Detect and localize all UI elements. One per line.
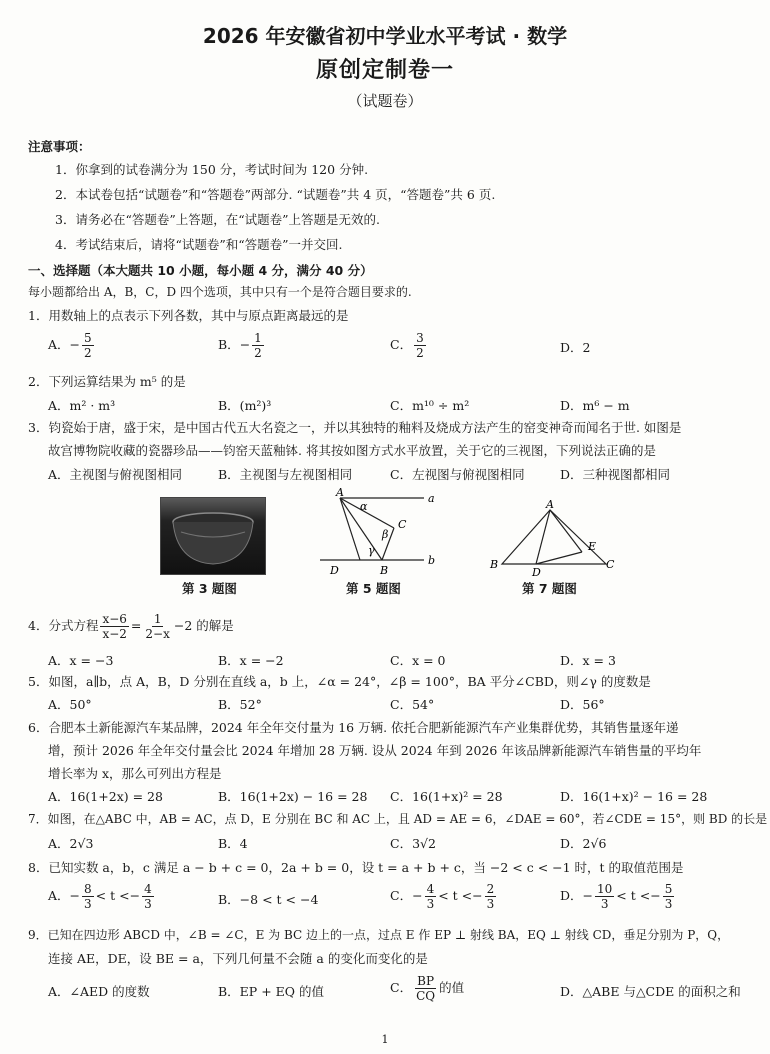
q6-option-d: D．16(1+x)² − 16 = 28 <box>560 789 708 804</box>
q7-option-c: C．3√2 <box>390 836 436 851</box>
q9-stem-line1: 9．已知在四边形 ABCD 中，∠B = ∠C，E 为 BC 边上的一点，过点 E 作 EP ⊥ 射线 BA，EQ ⊥ 射线 CD，垂足分别为 P，Q， <box>28 928 730 942</box>
q6-stem-line3: 增长率为 x，那么可列出方程是 <box>48 766 222 781</box>
notice-item-2: 2．本试卷包括“试题卷”和“答题卷”两部分. “试题卷”共 4 页，“答题卷”共 6 页. <box>55 187 496 202</box>
fig5-label-B: B <box>380 564 389 577</box>
section-heading: 一、选择题（本大题共 10 小题，每小题 4 分，满分 40 分） <box>28 263 373 278</box>
q3-stem-line2: 故宫博物院收藏的瓷器珍品——钧窑天蓝釉钵. 将其按如图方式水平放置，关于它的三视图，下列说法正确的是 <box>48 443 656 458</box>
exam-subtitle: 原创定制卷一 <box>315 58 454 83</box>
q6-option-a: A．16(1+2x) = 28 <box>48 789 163 804</box>
fig7-diagram <box>488 498 618 578</box>
q3-option-b: B．主视图与左视图相同 <box>218 467 353 482</box>
exam-title: 2026 年安徽省初中学业水平考试 · 数学 <box>202 24 568 48</box>
q8-option-b: B．−8 < t < −4 <box>218 892 319 907</box>
fig7-label-A: A <box>546 498 554 511</box>
q3-option-d: D．三种视图都相同 <box>560 467 671 482</box>
q9-option-d: D．△ABE 与△CDE 的面积之和 <box>560 984 741 999</box>
q3-stem-line1: 3．钧瓷始于唐，盛于宋，是中国古代五大名瓷之一，并以其独特的釉料及烧成方法产生的窑变神奇而闻名于世. 如图是 <box>28 420 682 435</box>
fig5-label-beta: β <box>382 528 389 541</box>
q8-option-a: A．− $\frac{8}{3}$ < t <− $\frac{4}{3}$ <box>48 882 152 911</box>
q4-option-d: D．x = 3 <box>560 653 616 668</box>
notice-heading: 注意事项： <box>28 139 91 154</box>
fig5-label-a: a <box>428 492 435 505</box>
q6-option-b: B．16(1+2x) − 16 = 28 <box>218 789 368 804</box>
fig5-diagram <box>320 484 450 580</box>
q2-option-b: B．(m²)³ <box>218 398 272 413</box>
fig5-label-C: C <box>398 518 407 531</box>
q5-stem: 5．如图，a∥b，点 A，B，D 分别在直线 a，b 上，∠α = 24°，∠β = 100°，BA 平分∠CBD，则∠γ 的度数是 <box>28 674 651 689</box>
q5-option-d: D．56° <box>560 697 605 712</box>
fig7-caption: 第 7 题图 <box>522 581 577 596</box>
bowl-image <box>161 498 265 574</box>
notice-item-1: 1．你拿到的试卷满分为 150 分，考试时间为 120 分钟. <box>55 162 369 177</box>
fig7-label-B: B <box>490 558 499 571</box>
q5-option-c: C．54° <box>390 697 435 712</box>
q2-option-c: C．m¹⁰ ÷ m² <box>390 398 470 413</box>
q6-stem-line2: 增，预计 2026 年全年交付量会比 2024 年增加 28 万辆. 设从 2024 年到 2026 年该品牌新能源汽车销售量的平均年 <box>48 743 702 758</box>
fig5-label-alpha: α <box>360 500 368 513</box>
notice-item-3: 3．请务必在“答题卷”上答题，在“试题卷”上答题是无效的. <box>55 212 380 227</box>
q9-stem-line2: 连接 AE，DE，设 BE = a，下列几何量不会随 a 的变化而变化的是 <box>48 951 428 966</box>
q8-option-d: D．− $\frac{10}{3}$ < t <− $\frac{5}{3}$ <box>560 882 673 911</box>
q2-stem: 2．下列运算结果为 m⁵ 的是 <box>28 374 186 389</box>
fig5-caption: 第 5 题图 <box>346 581 401 596</box>
q1-option-a: A．− $\frac{5}{2}$ <box>48 331 92 360</box>
q5-option-b: B．52° <box>218 697 262 712</box>
q8-option-c: C．− $\frac{4}{3}$ < t <− $\frac{2}{3}$ <box>390 882 495 911</box>
q2-option-d: D．m⁶ − m <box>560 398 630 413</box>
section-intro: 每小题都给出 A，B，C，D 四个选项，其中只有一个是符合题目要求的. <box>28 285 412 299</box>
fig5-label-D: D <box>330 564 339 577</box>
fig7-label-C: C <box>606 558 615 571</box>
fig5-label-b: b <box>428 554 436 567</box>
q7-option-d: D．2√6 <box>560 836 607 851</box>
volume-label: （试题卷） <box>347 92 423 110</box>
q6-option-c: C．16(1+x)² = 28 <box>390 789 503 804</box>
notice-item-4: 4．考试结束后，请将“试题卷”和“答题卷”一并交回. <box>55 237 343 252</box>
q4-stem: 4．分式方程 $\frac{x-6}{x-2}$ = $\frac{1}{2-x}$ −2 的解是 <box>28 612 234 641</box>
q1-stem: 1．用数轴上的点表示下列各数，其中与原点距离最远的是 <box>28 308 349 323</box>
q4-option-c: C．x = 0 <box>390 653 446 668</box>
q8-stem: 8．已知实数 a，b，c 满足 a − b + c = 0，2a + b = 0，设 t = a + b + c，当 −2 < c < −1 时，t 的取值范围是 <box>28 860 684 875</box>
q7-option-a: A．2√3 <box>48 836 94 851</box>
fig3-caption: 第 3 题图 <box>182 581 237 596</box>
q4-option-b: B．x = −2 <box>218 653 284 668</box>
q3-option-a: A．主视图与俯视图相同 <box>48 467 183 482</box>
fig7-label-D: D <box>532 566 541 578</box>
q1-option-c: C． $\frac{3}{2}$ <box>390 331 424 360</box>
q9-option-b: B．EP + EQ 的值 <box>218 984 324 999</box>
fig5-label-A: A <box>336 486 344 499</box>
q1-option-d: D．2 <box>560 340 591 355</box>
q7-option-b: B．4 <box>218 836 248 851</box>
q7-stem: 7．如图，在△ABC 中，AB = AC，点 D，E 分别在 BC 和 AC 上，且 AD = AE = 6，∠DAE = 60°，若∠CDE = 15°，则 BD 的长是 <box>28 812 768 826</box>
q3-option-c: C．左视图与俯视图相同 <box>390 467 525 482</box>
fig7-label-E: E <box>588 540 597 553</box>
q4-option-a: A．x = −3 <box>48 653 114 668</box>
bowl-photo <box>160 497 266 575</box>
q6-stem-line1: 6．合肥本土新能源汽车某品牌，2024 年全年交付量为 16 万辆. 依托合肥新能源汽车产业集群优势，其销售量逐年递 <box>28 720 679 735</box>
q9-option-a: A．∠AED 的度数 <box>48 984 150 999</box>
q1-option-b: B．− $\frac{1}{2}$ <box>218 331 262 360</box>
q9-option-c: C． $\frac{BP}{CQ}$ 的值 <box>390 974 465 1003</box>
q5-option-a: A．50° <box>48 697 92 712</box>
page-number: 1 <box>381 1033 389 1046</box>
fig5-label-gamma: γ <box>368 544 375 557</box>
q2-option-a: A．m² · m³ <box>48 398 116 413</box>
